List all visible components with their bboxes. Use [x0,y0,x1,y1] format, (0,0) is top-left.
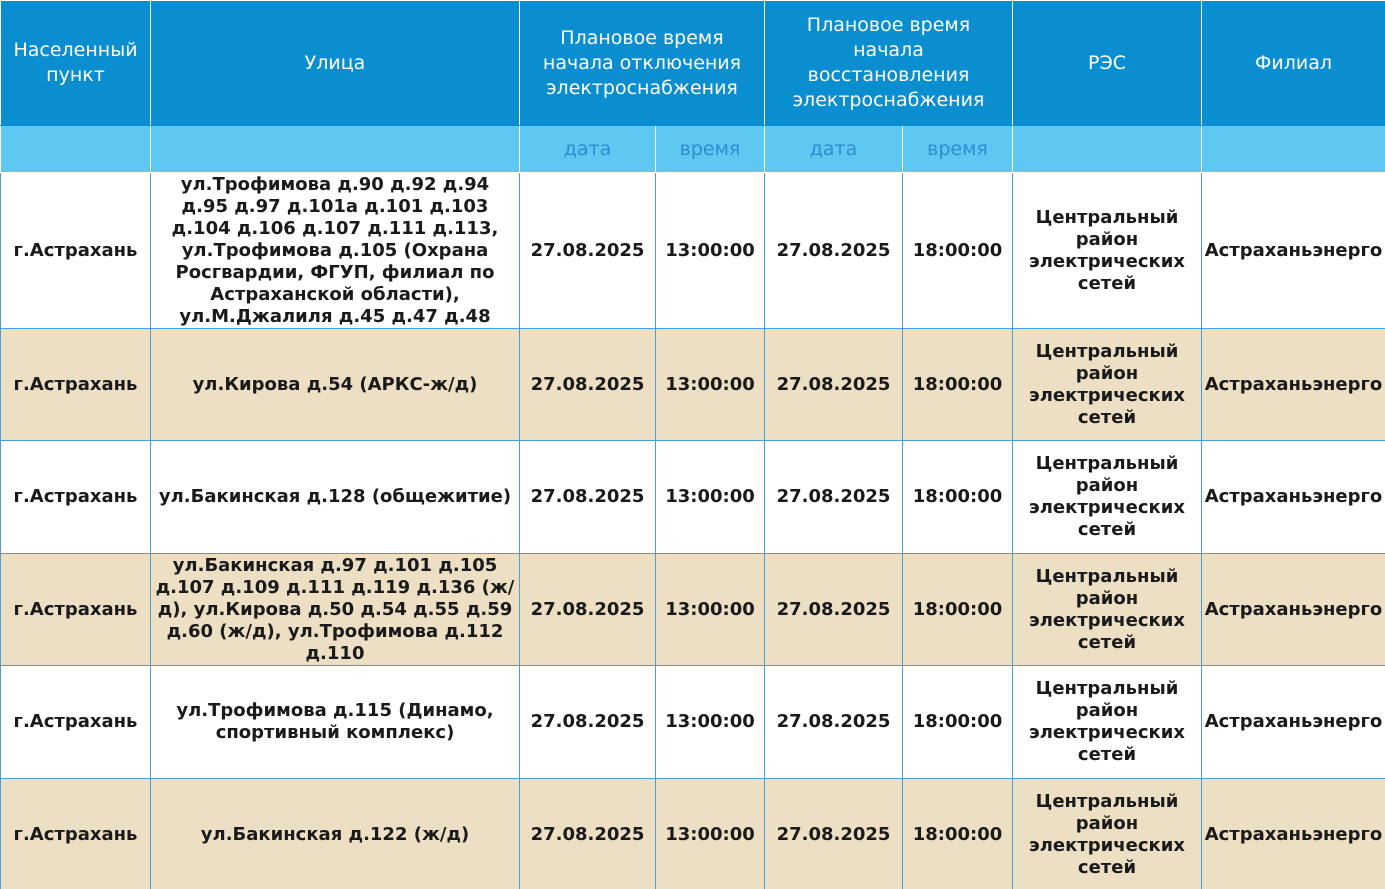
cell-locality: г.Астрахань [1,329,151,441]
header-street: Улица [151,1,520,126]
cell-restore-time: 18:00:00 [903,329,1013,441]
cell-restore-date: 27.08.2025 [765,779,903,889]
cell-shutdown-date: 27.08.2025 [520,779,656,889]
cell-restore-time: 18:00:00 [903,666,1013,779]
cell-street: ул.Трофимова д.90 д.92 д.94 д.95 д.97 д.101а д.101 д.103 д.104 д.106 д.107 д.111 д.113, ул.Трофимова д.105 (Охрана Росгвардии, ФГУП, филиал по Астраханской области), ул.М.Джалиля д.45 д.47 д.48 [151,173,520,329]
cell-shutdown-date: 27.08.2025 [520,173,656,329]
subheader-shutdown-time: время [656,126,765,173]
cell-locality: г.Астрахань [1,666,151,779]
cell-street: ул.Бакинская д.128 (общежитие) [151,441,520,554]
cell-shutdown-time: 13:00:00 [656,779,765,889]
subheader-restore-date: дата [765,126,903,173]
cell-res: Центральный район электрических сетей [1013,329,1202,441]
cell-street: ул.Кирова д.54 (АРКС-ж/д) [151,329,520,441]
subheader-empty [1202,126,1385,173]
cell-branch: Астраханьэнерго [1202,666,1385,779]
cell-restore-time: 18:00:00 [903,554,1013,666]
cell-res: Центральный район электрических сетей [1013,173,1202,329]
cell-shutdown-time: 13:00:00 [656,441,765,554]
cell-res: Центральный район электрических сетей [1013,554,1202,666]
table-body [1,173,1385,889]
cell-shutdown-date: 27.08.2025 [520,329,656,441]
cell-res: Центральный район электрических сетей [1013,441,1202,554]
cell-shutdown-time: 13:00:00 [656,666,765,779]
cell-restore-time: 18:00:00 [903,441,1013,554]
cell-restore-time: 18:00:00 [903,173,1013,329]
subheader-restore-time: время [903,126,1013,173]
table-row [1,779,1385,889]
table-row [1,173,1385,329]
header-res: РЭС [1013,1,1202,126]
cell-restore-date: 27.08.2025 [765,173,903,329]
cell-shutdown-date: 27.08.2025 [520,554,656,666]
cell-street: ул.Бакинская д.97 д.101 д.105 д.107 д.109 д.111 д.119 д.136 (ж/д), ул.Кирова д.50 д.54 д.55 д.59 д.60 (ж/д), ул.Трофимова д.112 д.110 [151,554,520,666]
table-row [1,441,1385,554]
cell-restore-date: 27.08.2025 [765,666,903,779]
table-header [1,1,1385,173]
table-row [1,666,1385,779]
subheader-empty [1,126,151,173]
header-branch: Филиал [1202,1,1385,126]
cell-res: Центральный район электрических сетей [1013,779,1202,889]
subheader-empty [1013,126,1202,173]
cell-locality: г.Астрахань [1,554,151,666]
cell-restore-date: 27.08.2025 [765,554,903,666]
cell-branch: Астраханьэнерго [1202,329,1385,441]
cell-restore-time: 18:00:00 [903,779,1013,889]
cell-restore-date: 27.08.2025 [765,329,903,441]
header-row-sub [1,126,1385,173]
cell-branch: Астраханьэнерго [1202,779,1385,889]
cell-res: Центральный район электрических сетей [1013,666,1202,779]
cell-branch: Астраханьэнерго [1202,173,1385,329]
header-locality: Населенный пункт [1,1,151,126]
table-row [1,329,1385,441]
cell-street: ул.Бакинская д.122 (ж/д) [151,779,520,889]
header-shutdown-start: Плановое время начала отключения электроснабжения [520,1,765,126]
header-restore-start: Плановое время начала восстановления электроснабжения [765,1,1013,126]
cell-locality: г.Астрахань [1,779,151,889]
cell-locality: г.Астрахань [1,441,151,554]
subheader-empty [151,126,520,173]
cell-street: ул.Трофимова д.115 (Динамо, спортивный комплекс) [151,666,520,779]
cell-restore-date: 27.08.2025 [765,441,903,554]
cell-shutdown-date: 27.08.2025 [520,666,656,779]
cell-shutdown-time: 13:00:00 [656,329,765,441]
cell-shutdown-time: 13:00:00 [656,173,765,329]
subheader-shutdown-date: дата [520,126,656,173]
table-row [1,554,1385,666]
cell-branch: Астраханьэнерго [1202,441,1385,554]
cell-branch: Астраханьэнерго [1202,554,1385,666]
cell-shutdown-date: 27.08.2025 [520,441,656,554]
cell-shutdown-time: 13:00:00 [656,554,765,666]
header-row-main [1,1,1385,126]
cell-locality: г.Астрахань [1,173,151,329]
